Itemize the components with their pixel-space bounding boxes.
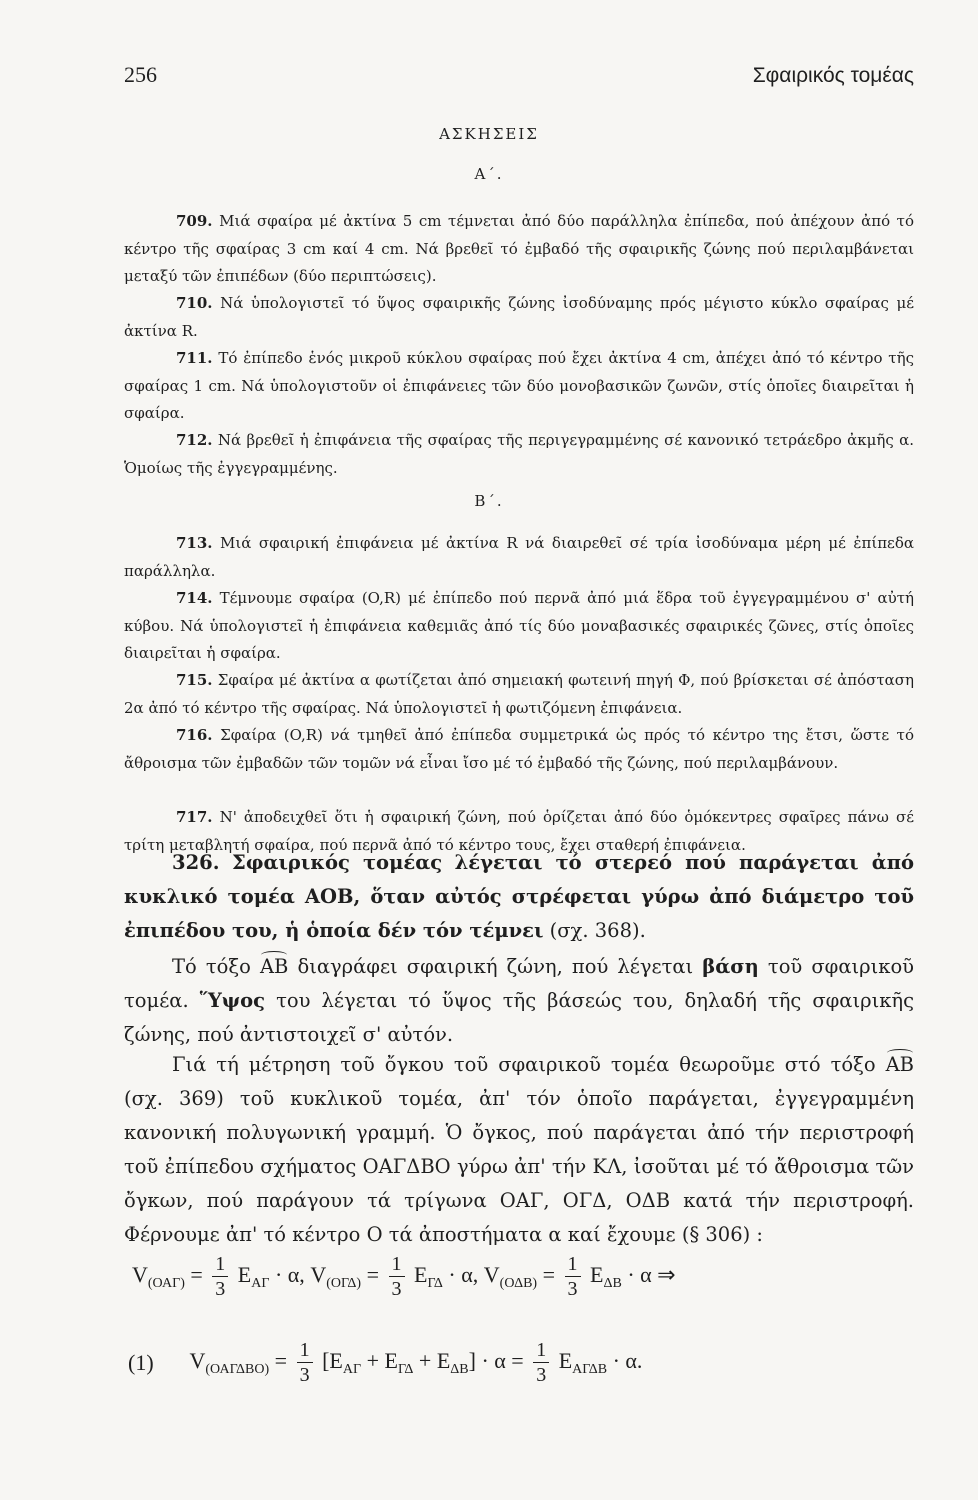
exercise-711 bbox=[124, 345, 914, 428]
plus-sign: + bbox=[366, 1347, 379, 1373]
bracket: ] bbox=[468, 1347, 476, 1373]
subscript: (ΟΑΓΔΒΟ) bbox=[205, 1361, 270, 1377]
paragraph-text: Τό τόξο bbox=[172, 955, 251, 978]
area-symbol: Ε bbox=[436, 1347, 451, 1373]
running-title: Σφαιρικός τομέας bbox=[752, 64, 914, 87]
numerator: 1 bbox=[565, 1252, 581, 1277]
denominator: 3 bbox=[391, 1278, 402, 1300]
times-apothem: · α, bbox=[274, 1261, 305, 1287]
term-base: βάση bbox=[702, 955, 759, 978]
exercise-number: 716. bbox=[176, 726, 213, 744]
numerator: 1 bbox=[297, 1338, 313, 1363]
section-term: Σφαιρικός τομέας bbox=[232, 851, 443, 874]
area-symbol: Ε bbox=[237, 1261, 252, 1287]
area-symbol: Ε bbox=[590, 1261, 604, 1287]
exercise-713 bbox=[124, 530, 914, 585]
implies: · α ⇒ bbox=[627, 1261, 676, 1287]
subscript: (ΟΓΔ) bbox=[326, 1275, 362, 1291]
denominator: 3 bbox=[536, 1364, 547, 1386]
paragraph-volume-measure bbox=[124, 1048, 914, 1252]
paragraph-base-height bbox=[124, 950, 914, 1052]
volume-symbol: V bbox=[483, 1261, 500, 1287]
equals-sign: = bbox=[366, 1261, 380, 1287]
exercise-text: Μιά σφαίρα μέ ἀκτίνα 5 cm τέμνεται ἀπό δύο παράλληλα ἐπίπεδα, πού ἀπέχουν ἀπό τό κέντρο τῆς σφαίρας 3 cm καί 4 cm. Νά βρεθεῖ τό ἐμβαδό τῆς σφαιρικῆς ζώνης πού περιλαμβάνεται μεταξύ τῶν ἐπιπέδων (δύο περιπτώσεις). bbox=[124, 212, 914, 285]
exercise-text: Μιά σφαιρική ἐπιφάνεια μέ ἀκτίνα R νά διαιρεθεῖ σέ τρία ἰσοδύναμα μέρη μέ ἐπίπεδα παράλληλα. bbox=[124, 534, 914, 580]
subscript: ΔΒ bbox=[450, 1361, 469, 1377]
equals-sign: = bbox=[274, 1347, 288, 1373]
exercise-number: 711. bbox=[176, 349, 213, 367]
paragraph-text: (σχ. 369) τοῦ κυκλικοῦ τομέα, ἀπ' τόν ὁποῖο παράγεται, ἐγγεγραμμένη κανονική πολυγωνική γραμμή. Ὁ ὄγκος, πού παράγεται ἀπό τήν περιστροφή τοῦ ἐπίπεδου σχήματος ΟΑΓΔΒΟ γύρω ἀπ' τήν ΚΛ, ἰσοῦται μέ τό ἄθροισμα τῶν ὄγκων, πού παράγουν τά τρίγωνα ΟΑΓ, ΟΓΔ, ΟΔΒ κατά τήν περιστροφή. Φέρνουμε ἀπ' τό κέντρο Ο τά ἀποστήματα α καί ἔχουμε (§ 306) : bbox=[124, 1087, 914, 1246]
exercise-714 bbox=[124, 585, 914, 668]
exercise-number: 715. bbox=[176, 671, 213, 689]
fraction-one-third bbox=[533, 1338, 549, 1387]
page-number: 256 bbox=[124, 62, 157, 87]
exercise-716 bbox=[124, 722, 914, 777]
subscript: ΑΓ bbox=[342, 1361, 362, 1377]
volume-symbol: V bbox=[310, 1261, 327, 1287]
bracket: [ bbox=[322, 1347, 330, 1373]
arc-ab-symbol: ΑΒ bbox=[886, 1048, 914, 1082]
fraction-one-third bbox=[565, 1252, 581, 1301]
plus-sign: + bbox=[418, 1347, 432, 1373]
exercise-712 bbox=[124, 427, 914, 482]
denominator: 3 bbox=[215, 1278, 226, 1300]
exercise-text: Σφαίρα μέ ἀκτίνα α φωτίζεται ἀπό σημειακή φωτεινή πηγή Φ, πού βρίσκεται σέ ἀπόσταση 2α ἀπό τό κέντρο τῆς σφαίρας. Νά ὑπολογιστεῖ ἡ φωτιζόμενη ἐπιφάνεια. bbox=[124, 671, 914, 717]
subscript: ΓΔ bbox=[397, 1361, 414, 1377]
exercise-number: 712. bbox=[176, 431, 213, 449]
numerator: 1 bbox=[389, 1252, 405, 1277]
formula-total-volume bbox=[124, 1338, 924, 1398]
exercise-number: 717. bbox=[176, 808, 213, 826]
paragraph-text: Γιά τή μέτρηση τοῦ ὄγκου τοῦ σφαιρικοῦ τομέα θεωροῦμε στό τόξο bbox=[172, 1053, 876, 1076]
exercises-heading: ΑΣΚΗΣΕΙΣ bbox=[439, 125, 539, 143]
paragraph-text: τοῦ σφαιρικοῦ τομέα. bbox=[124, 955, 915, 1012]
term-height: Ὕψος bbox=[199, 989, 266, 1012]
area-symbol: Ε bbox=[329, 1347, 343, 1373]
denominator: 3 bbox=[299, 1364, 310, 1386]
exercise-text: Τέμνουμε σφαίρα (O,R) μέ ἐπίπεδο πού περνᾶ ἀπό μιά ἕδρα τοῦ ἐγγεγραμμένου σ' αὐτή κύβου. Νά ὑπολογιστεῖ ἡ ἐπιφάνεια καθεμιᾶς ἀπό τίς δύο μοναβασικές σφαιρικές ζῶνες, στίς ὁποῖες διαιρεῖται ἡ σφαίρα. bbox=[124, 589, 914, 662]
exercise-number: 713. bbox=[176, 534, 213, 552]
subscript: (ΟΔΒ) bbox=[499, 1275, 538, 1291]
exercise-number: 709. bbox=[176, 212, 213, 230]
numerator: 1 bbox=[212, 1252, 228, 1277]
denominator: 3 bbox=[567, 1278, 578, 1300]
exercise-text: Τό ἐπίπεδο ἑνός μικροῦ κύκλου σφαίρας πού ἔχει ἀκτίνα 4 cm, ἀπέχει ἀπό τό κέντρο τῆς σφαίρας 1 cm. Νά ὑπολογιστοῦν οἱ ἐπιφάνειες τῶν δύο μονοβασικῶν ζωνῶν, στίς ὁποῖες διαιρεῖται ἡ σφαίρα. bbox=[124, 349, 914, 422]
area-symbol: Ε bbox=[414, 1261, 428, 1287]
exercise-text: Σφαίρα (O,R) νά τμηθεῖ ἀπό ἐπίπεδα συμμετρικά ὡς πρός τό κέντρο της ἔτσι, ὥστε τό ἄθροισμα τῶν ἐμβαδῶν τῶν τομῶν νά εἶναι ἴσο μέ τό ἐμβαδό τῆς ζώνης, πού περιλαμβάνουν. bbox=[124, 726, 915, 772]
exercise-number: 714. bbox=[176, 589, 213, 607]
equals-sign: = bbox=[190, 1261, 203, 1287]
formula-triangle-volumes bbox=[124, 1252, 924, 1312]
subscript: ΓΔ bbox=[427, 1275, 443, 1291]
section-326-definition bbox=[124, 846, 914, 948]
fraction-one-third bbox=[212, 1252, 228, 1301]
figure-reference: (σχ. 368). bbox=[549, 919, 646, 942]
fraction-one-third bbox=[297, 1338, 313, 1387]
equals-sign: = bbox=[542, 1261, 556, 1287]
exercise-715 bbox=[124, 667, 914, 722]
area-symbol: Ε bbox=[558, 1347, 573, 1373]
exercise-text: Νά ὑπολογιστεῖ τό ὕψος σφαιρικῆς ζώνης ἰσοδύναμης πρός μέγιστο κύκλο σφαίρας μέ ἀκτίνα R. bbox=[124, 294, 914, 340]
group-a-label: Α΄. bbox=[474, 165, 504, 183]
arc-ab-symbol: ΑΒ bbox=[260, 950, 288, 984]
exercise-709 bbox=[124, 208, 914, 291]
paragraph-text: του λέγεται τό ὕψος τῆς βάσεώς του, δηλαδή τῆς σφαιρικῆς ζώνης, πού ἀντιστοιχεῖ σ' αὐτόν. bbox=[124, 989, 915, 1046]
exercise-text: Νά βρεθεῖ ἡ ἐπιφάνεια τῆς σφαίρας τῆς περιγεγραμμένης σέ κανονικό τετράεδρο ἀκμῆς α. Ὁμοίως τῆς ἐγγεγραμμένης. bbox=[124, 431, 914, 477]
subscript: ΑΓ bbox=[251, 1275, 270, 1291]
fraction-one-third bbox=[389, 1252, 405, 1301]
area-symbol: Ε bbox=[384, 1347, 398, 1373]
subscript: ΑΓΔΒ bbox=[572, 1361, 608, 1377]
volume-symbol: V bbox=[132, 1261, 148, 1287]
numerator: 1 bbox=[533, 1338, 549, 1363]
times-apothem: · α = bbox=[481, 1347, 524, 1373]
paragraph-text: διαγράφει σφαιρική ζώνη, πού λέγεται bbox=[297, 955, 694, 978]
equation-label: (1) bbox=[128, 1349, 154, 1375]
definition-text: λέγεται τό στερεό πού παράγεται ἀπό κυκλικό τομέα ΑΟΒ, ὅταν αὐτός στρέφεται γύρω ἀπό διάμετρο τοῦ ἐπιπέδου του, ἡ ὁποία δέν τόν τέμνει bbox=[124, 851, 914, 942]
volume-symbol: V bbox=[189, 1347, 206, 1373]
group-b-label: Β΄. bbox=[474, 492, 504, 510]
exercise-710 bbox=[124, 290, 914, 345]
subscript: ΔΒ bbox=[603, 1275, 622, 1291]
exercise-number: 710. bbox=[176, 294, 213, 312]
times-apothem: · α, bbox=[448, 1261, 479, 1287]
exercise-text: Ν' ἀποδειχθεῖ ὅτι ἡ σφαιρική ζώνη, πού ὁρίζεται ἀπό δύο ὁμόκεντρες σφαῖρες πάνω σέ τρίτη μεταβλητή σφαίρα, πού περνᾶ ἀπό τό κέντρο τους, ἔχει σταθερή ἐπιφάνεια. bbox=[124, 808, 914, 854]
subscript: (ΟΑΓ) bbox=[147, 1275, 185, 1291]
times-apothem: · α. bbox=[612, 1347, 643, 1373]
section-number: 326. bbox=[172, 851, 220, 874]
